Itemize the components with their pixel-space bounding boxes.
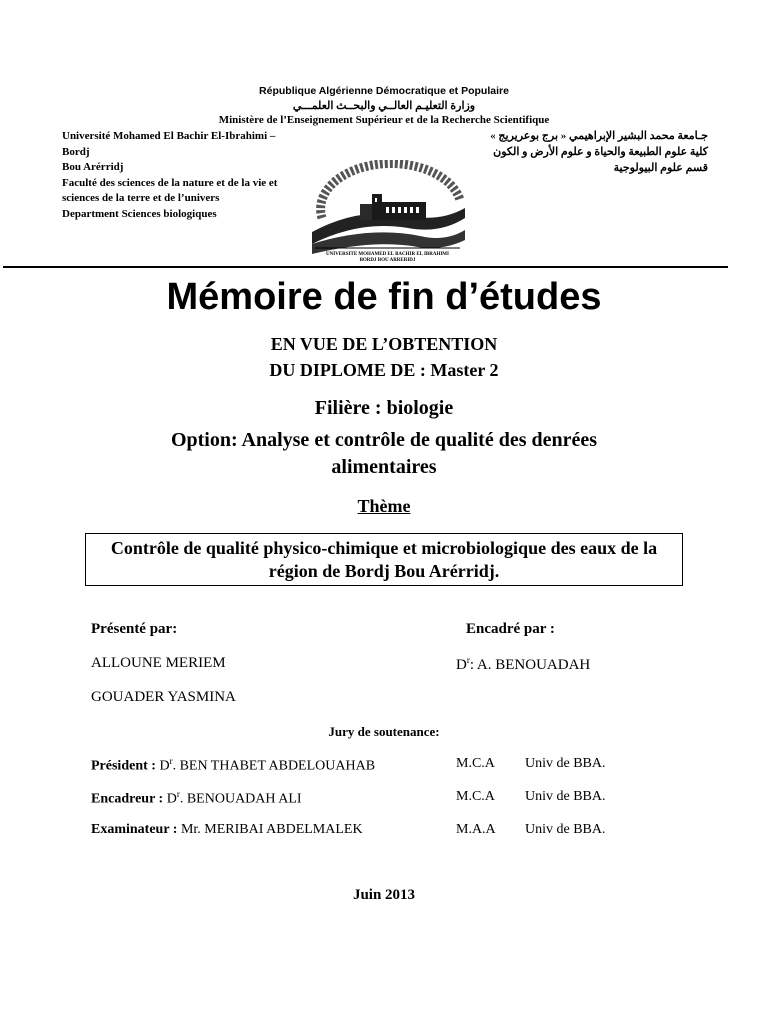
university-arabic-line: جـامعة محمد البشير الإبراهيمي « برج بوعريريج » — [490, 130, 708, 142]
university-line: Université Mohamed El Bachir El-Ibrahimi –Bordj — [62, 130, 276, 158]
presented-by-label: Présenté par: — [91, 621, 178, 637]
faculty-arabic-line: كلية علوم الطبيعة والحياة و علوم الأرض و الكون — [493, 146, 708, 158]
university-logo-icon — [300, 160, 475, 266]
jury-label: Jury de soutenance: — [328, 724, 440, 739]
republic-header: République Algérienne Démocratique et Populaire — [259, 85, 509, 97]
jury-member-encadreur: Encadreur : $D^r$. BENOUADAH ALI — [91, 789, 302, 807]
option-label: Option: Analyse et contrôle de qualité des denrées alimentaires — [170, 429, 598, 478]
jury-member-examinateur: Examinateur : Mr. MERIBAI ABDELMALEK — [91, 822, 363, 837]
logo-caption: UNIVERSITE MOHAMED EL BACHIR EL IBRAHIMI — [326, 252, 449, 257]
jury-member-president: Président : $D^r$. BEN THABET ABDELOUAHAB — [91, 756, 376, 774]
faculty-line: sciences de la terre et de l’univers — [62, 192, 220, 204]
university-arabic-block — [448, 128, 708, 176]
jury-affiliation: Univ de BBA. — [525, 822, 606, 837]
university-line: Bou Arérridj — [62, 161, 124, 173]
theme-text: Contrôle de qualité physico-chimique et microbiologique des eaux de la région de Bordj Bou Arérridj. — [110, 538, 658, 581]
theme-label: Thème — [357, 496, 411, 516]
supervised-by-label: Encadré par : — [466, 621, 555, 637]
student-name: GOUADER YASMINA — [91, 689, 236, 705]
university-logo — [300, 160, 475, 266]
student-name: ALLOUNE MERIEM — [91, 655, 226, 671]
jury-affiliation: Univ de BBA. — [525, 789, 606, 804]
department-arabic-line: قسم علوم البيولوجية — [613, 162, 708, 174]
submission-date: Juin 2013 — [352, 887, 416, 903]
ministry-french: Ministère de l’Enseignement Supérieur et de la Recherche Scientifique — [218, 114, 550, 126]
faculty-line: Faculté des sciences de la nature et de la vie et — [62, 176, 278, 189]
subtitle-line: EN VUE DE L’OBTENTION — [270, 334, 498, 354]
filiere-label: Filière : biologie — [314, 397, 454, 419]
university-french-block — [62, 129, 302, 222]
header-divider — [3, 266, 728, 268]
document-title: Mémoire de fin d’études — [166, 276, 602, 318]
logo-caption: BORDJ BOU ARRERIDJ — [359, 258, 416, 263]
ministry-arabic: وزارة التعليـم العالــي والبحــث العلمـــي — [292, 100, 476, 112]
department-line: Department Sciences biologiques — [62, 207, 217, 220]
jury-grade: M.C.A — [456, 756, 495, 771]
supervisor-name: $D^r$: A. BENOUADAH — [456, 655, 591, 673]
subtitle-line: DU DIPLOME DE : Master 2 — [269, 360, 499, 380]
theme-box — [85, 533, 683, 586]
jury-grade: M.A.A — [456, 822, 496, 837]
jury-affiliation: Univ de BBA. — [525, 756, 606, 771]
jury-grade: M.C.A — [456, 789, 495, 804]
